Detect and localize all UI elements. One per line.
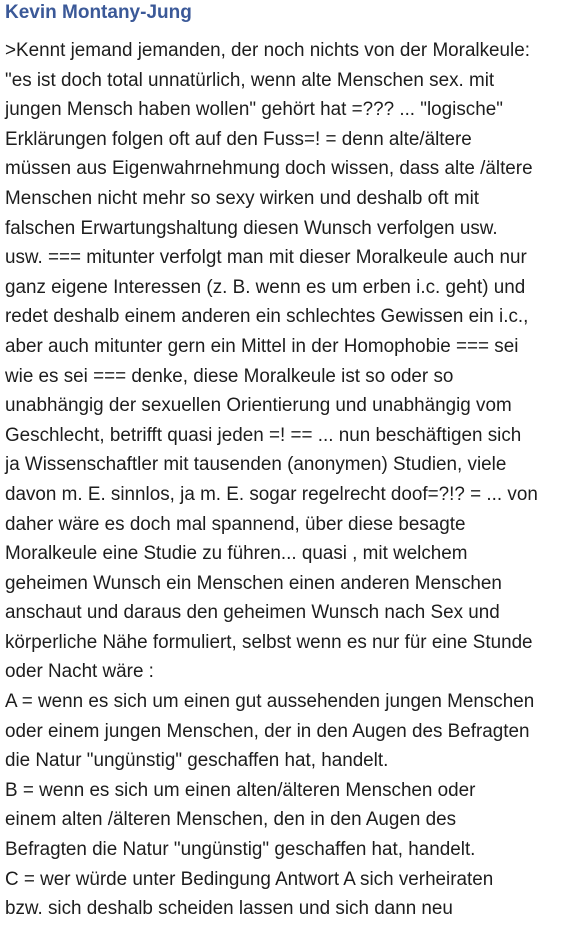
post-line: daher wäre es doch mal spannend, über diese besagte xyxy=(5,513,466,535)
post-line: usw. === mitunter verfolgt man mit dieser Moralkeule auch nur xyxy=(5,247,527,269)
post-line: Erklärungen folgen oft auf den Fuss=! = denn alte/ältere xyxy=(5,128,472,150)
post-line: unabhängig der sexuellen Orientierung und unabhängig vom xyxy=(5,395,512,417)
post-line: davon m. E. sinnlos, ja m. E. sogar regelrecht doof=?!? = ... von xyxy=(5,483,538,505)
post-line: geheimen Wunsch ein Menschen einen anderen Menschen xyxy=(5,572,502,594)
post-line: anschaut und daraus den geheimen Wunsch nach Sex und xyxy=(5,602,500,624)
post-line: oder Nacht wäre : xyxy=(5,661,154,683)
post-line: >Kennt jemand jemanden, der noch nichts von der Moralkeule: xyxy=(5,40,530,61)
post-line: müssen aus Eigenwahrnehmung doch wissen, dass alte /ältere xyxy=(5,158,533,180)
post-line: redet deshalb einem anderen ein schlechtes Gewissen ein i.c., xyxy=(5,306,529,328)
post-line: "es ist doch total unnatürlich, wenn alte Menschen sex. mit xyxy=(5,69,495,91)
post-body xyxy=(5,36,583,924)
post-line: körperliche Nähe formuliert, selbst wenn es nur für eine Stunde xyxy=(5,631,533,653)
post-line: ganz eigene Interessen (z. B. wenn es um erben i.c. geht) und xyxy=(5,276,526,298)
post-line: ja Wissenschaftler mit tausenden (anonymen) Studien, viele xyxy=(5,454,507,476)
post-line: einem alten /älteren Menschen, den in den Augen des xyxy=(5,809,457,831)
post-line: aber auch mitunter gern ein Mittel in der Homophobie === sei xyxy=(5,335,519,357)
post-line: C = wer würde unter Bedingung Antwort A sich verheiraten xyxy=(5,868,494,890)
post-line: Geschlecht, betrifft quasi jeden =! == ... nun beschäftigen sich xyxy=(5,424,522,446)
post-line: B = wenn es sich um einen alten/älteren Menschen oder xyxy=(5,779,476,801)
post-line: Moralkeule eine Studie zu führen... quasi , mit welchem xyxy=(5,543,468,565)
post-line: A = wenn es sich um einen gut aussehenden jungen Menschen xyxy=(5,691,535,713)
post-line: Menschen nicht mehr so sexy wirken und deshalb oft mit xyxy=(5,187,480,209)
post-line: oder einem jungen Menschen, der in den Augen des Befragten xyxy=(5,720,530,742)
post-line: Befragten die Natur "ungünstig" geschaffen hat, handelt. xyxy=(5,839,476,861)
post-line: die Natur "ungünstig" geschaffen hat, handelt. xyxy=(5,750,389,772)
post-line: falschen Erwartungshaltung diesen Wunsch verfolgen usw. xyxy=(5,217,498,239)
post-line: bzw. sich deshalb scheiden lassen und sich dann neu xyxy=(5,898,453,920)
post-line: jungen Mensch haben wollen" gehört hat =??? ... "logische" xyxy=(5,99,503,121)
author-name-link[interactable]: Kevin Montany-Jung xyxy=(5,2,192,23)
post-line: wie es sei === denke, diese Moralkeule ist so oder so xyxy=(5,365,454,387)
